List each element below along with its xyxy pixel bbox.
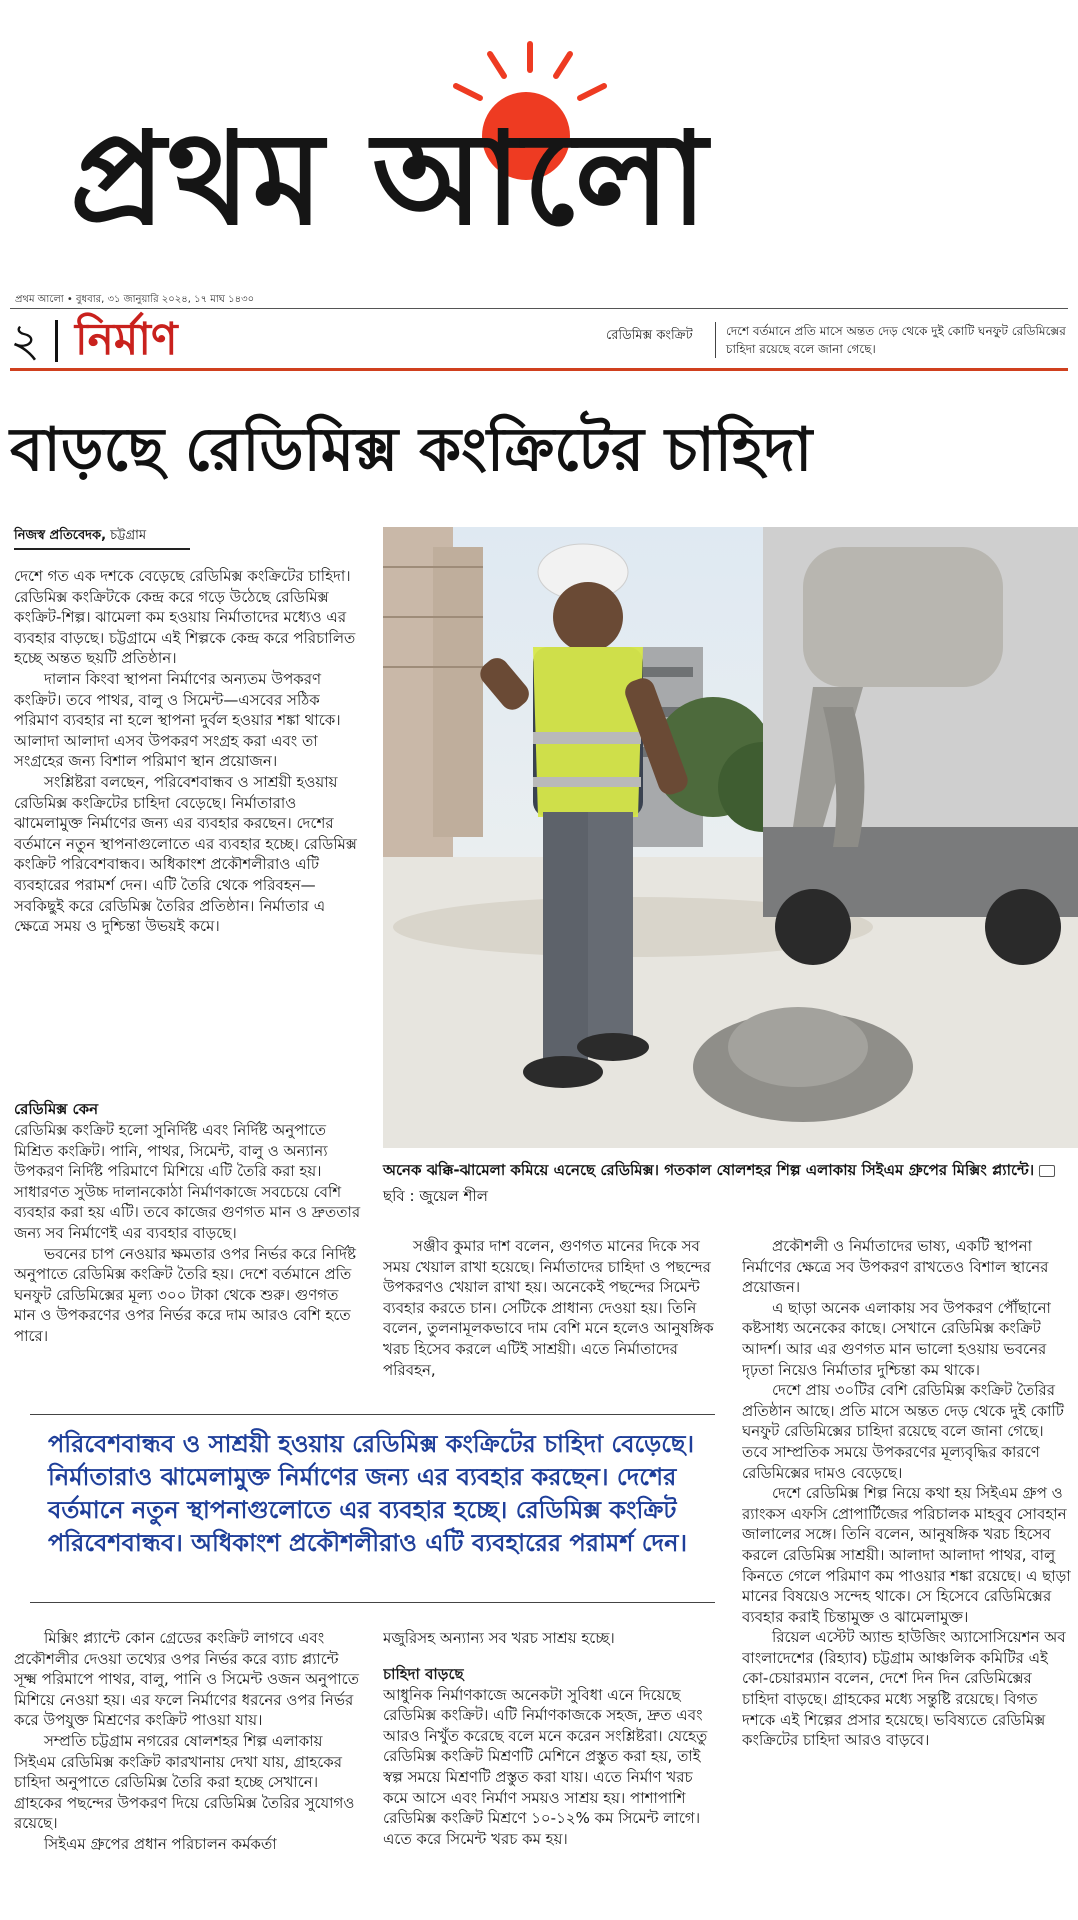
section-title: নির্মাণ [75, 314, 178, 365]
divider [10, 308, 1068, 309]
paragraph: প্রকৌশলী ও নির্মাতাদের ভাষ্য, একটি স্থাপনা নির্মাণের ক্ষেত্রে সব উপকরণ রাখতেও বিশাল স্থানের প্রয়োজন। [742, 1237, 1049, 1297]
byline-reporter: নিজস্ব প্রতিবেদক, [14, 528, 107, 543]
pull-quote: পরিবেশবান্ধব ও সাশ্রয়ী হওয়ায় রেডিমিক্স কংক্রিটের চাহিদা বেড়েছে। নির্মাতারাও ঝামেলামুক্ত নির্মাণের জন্য এর ব্যবহার করছেন। দেশের বর্তমানে নতুন স্থাপনাগুলোতে এর ব্যবহার হচ্ছে। রেডিমিক্স কংক্রিট পরিবেশবান্ধব। অধিকাংশ প্রকৌশলীরাও এটি ব্যবহারের পরামর্শ দেন। [48, 1430, 695, 1557]
paragraph: সম্প্রতি চট্টগ্রাম নগরের ষোলশহর শিল্প এলাকায় সিইএম রেডিমিক্স কংক্রিট কারখানায় দেখা যায়, গ্রাহকের চাহিদা অনুপাতে রেডিমিক্স তৈরি করা হচ্ছে সেখানে। গ্রাহকের পছন্দের উপকরণ দিয়ে রেডিমিক্স তৈরির সুযোগও রয়েছে। [14, 1731, 355, 1833]
page-number: ২ [10, 313, 40, 367]
subheading: রেডিমিক্স কেন [14, 1100, 99, 1118]
paragraph: দেশে প্রায় ৩০টির বেশি রেডিমিক্স কংক্রিট তৈরির প্রতিষ্ঠান আছে। প্রতি মাসে অন্তত দেড় থেকে দুই কোটি ঘনফুট রেডিমিক্সের চাহিদা রয়েছে বলে জানা গেছে। তবে সাম্প্রতিক সময়ে উপকরণের মূল্যবৃদ্ধির কারণে রেডিমিক্সের দামও বেড়েছে। [742, 1381, 1064, 1482]
divider [30, 1414, 715, 1415]
paragraph: মিক্সিং প্ল্যান্টে কোন গ্রেডের কংক্রিট লাগবে এবং প্রকৌশলীর দেওয়া তথ্যের ওপর নির্ভর করে ব্যাচ প্ল্যান্টে সূক্ষ্ম পরিমাপে পাথর, বালু, পানি ও সিমেন্ট ওজন অনুপাতে মিশিয়ে নেওয়া হয়। এর ফলে নির্মাণের ধরনের ওপর নির্ভর করে উপযুক্ত মিশ্রণের কংক্রিট পাওয়া যায়। [14, 1629, 359, 1730]
subheading: চাহিদা বাড়ছে [383, 1664, 464, 1683]
paragraph: সংশ্লিষ্টরা বলছেন, পরিবেশবান্ধব ও সাশ্রয়ী হওয়ায় রেডিমিক্স কংক্রিটের চাহিদা বেড়েছে। নির্মাতারাও ঝামেলামুক্ত নির্মাণের জন্য এর ব্যবহার করছেন। দেশের বর্তমানে নতুন স্থাপনাগুলোতে এর ব্যবহার হচ্ছে। রেডিমিক্স কংক্রিট পরিবেশবান্ধব। অধিকাংশ প্রকৌশলীরাও এটি ব্যবহারের পরামর্শ দেন। এটি তৈরি থেকে পরিবহন—সবকিছুই করে রেডিমিক্স তৈরির প্রতিষ্ঠান। নির্মাতার এ ক্ষেত্রে সময় ও দুশ্চিন্তা উভয়ই কমে। [14, 772, 357, 936]
paragraph: ভবনের চাপ নেওয়ার ক্ষমতার ওপর নির্ভর করে নির্দিষ্ট অনুপাতে রেডিমিক্স কংক্রিট তৈরি হয়। দেশে বর্তমানে প্রতি ঘনফুট রেডিমিক্সের মূল্য ৩০০ টাকা থেকে শুরু। গুণগত মান ও উপকরণের ওপর নির্ভর করে দাম আরও বেশি হতে পারে। [14, 1244, 356, 1345]
divider [14, 548, 190, 550]
paragraph: মজুরিসহ অন্যান্য সব খরচ সাশ্রয় হচ্ছে। [383, 1629, 615, 1647]
divider [715, 322, 716, 358]
article-column-1b [14, 1120, 364, 1400]
article-column-4 [14, 1628, 366, 1916]
headline: বাড়ছে রেডিমিক্স কংক্রিটের চাহিদা [10, 415, 813, 485]
paragraph: দেশে গত এক দশকে বেড়েছে রেডিমিক্স কংক্রিটের চাহিদা। রেডিমিক্স কংক্রিটকে কেন্দ্র করে গড়ে উঠেছে রেডিমিক্স কংক্রিট-শিল্প। ঝামেলা কম হওয়ায় নির্মাতাদের মধ্যেও এর ব্যবহার বাড়ছে। চট্টগ্রামে এই শিল্পকে কেন্দ্র করে পরিচালিত হচ্ছে অন্তত ছয়টি প্রতিষ্ঠান। [14, 567, 356, 668]
article-column-3 [742, 1236, 1072, 1916]
paragraph: রিয়েল এস্টেট অ্যান্ড হাউজিং অ্যাসোসিয়েশন অব বাংলাদেশের (রিহ্যাব) চট্টগ্রাম আঞ্চলিক কমিটির এই কো-চেয়ারম্যান বলেন, দেশে দিন দিন রেডিমিক্সের চাহিদা বাড়ছে। গ্রাহকের মধ্যে সন্তুষ্টি রয়েছে। বিগত দশকে এই শিল্পের প্রসার হয়েছে। ভবিষ্যতে রেডিমিক্স কংক্রিটের চাহিদা আরও বাড়বে। [742, 1628, 1066, 1750]
dateline: প্রথম আলো • বুধবার, ৩১ জানুয়ারি ২০২৪, ১৭ মাঘ ১৪৩০ [15, 294, 255, 305]
kicker-label: রেডিমিক্স কংক্রিট [606, 328, 693, 343]
divider [30, 1602, 715, 1603]
paragraph: আধুনিক নির্মাণকাজে অনেকটা সুবিধা এনে দিয়েছে রেডিমিক্স কংক্রিট। এটি নির্মাণকাজকে সহজ, দ্রুত এবং আরও নিখুঁত করেছে বলে মনে করেন সংশ্লিষ্টরা। যেহেতু রেডিমিক্স কংক্রিট মিশ্রণটি মেশিনে প্রস্তুত করা হয়, তাই স্বল্প সময়ে মিশ্রণটি প্রস্তুত করা যায়। এতে নির্মাণ খরচ কমে আসে এবং নির্মাণ সময়ও সাশ্রয় হয়। পাশাপাশি রেডিমিক্স কংক্রিট মিশ্রণে ১০-১২% কম সিমেন্ট লাগে। এতে করে সিমেন্ট খরচ কম হয়। [383, 1685, 708, 1848]
paragraph: দেশে রেডিমিক্স শিল্প নিয়ে কথা হয় সিইএম গ্রুপ ও র‍্যাংকস এফসি প্রোপার্টিজের পরিচালক মাহবুব সোবহান জালালের সঙ্গে। তিনি বলেন, আনুষঙ্গিক খরচ হিসেব করলে রেডিমিক্স সাশ্রয়ী। আলাদা আলাদা পাথর, বালু কিনতে গেলে পরিমাণ কম পাওয়ার শঙ্কা রয়েছে। এ ছাড়া মানের বিষয়েও সন্দেহ থাকে। সে হিসেবে রেডিমিক্সের ব্যবহার করাই চিন্তামুক্ত ও ঝামেলামুক্ত। [742, 1484, 1071, 1626]
paragraph: সিইএম গ্রুপের প্রধান পরিচালন কর্মকর্তা [44, 1834, 277, 1853]
masthead [0, 0, 1078, 275]
article-photo [383, 527, 1078, 1148]
article-column-2 [383, 1236, 718, 1400]
byline [14, 526, 146, 547]
section-rule [10, 368, 1068, 371]
paragraph: এ ছাড়া অনেক এলাকায় সব উপকরণ পৌঁছানো কষ্টসাধ্য অনেকের কাছে। সেখানে রেডিমিক্স কংক্রিট আদর্শ। আর এর গুণগত মান ভালো হওয়ায় ভবনের দৃঢ়তা নিয়েও নির্মাতার দুশ্চিন্তা কম থাকে। [742, 1298, 1051, 1379]
paragraph: রেডিমিক্স কংক্রিট হলো সুনির্দিষ্ট এবং নির্দিষ্ট অনুপাতে মিশ্রিত কংক্রিট। পানি, পাথর, সিমেন্ট, বালু ও অন্যান্য উপকরণ নির্দিষ্ট পরিমাণে মিশিয়ে এটি তৈরি করা হয়। সাধারণত সুউচ্চ দালানকোঠা নির্মাণকাজে সবচেয়ে বেশি ব্যবহার করা হয় এটি। তবে কাজের গুণগত মান ও দ্রুততার জন্য সব নির্মাণেই এর ব্যবহার বাড়ছে। [14, 1121, 361, 1242]
article-column-1 [14, 566, 364, 1094]
concrete-pour-illustration [383, 527, 1078, 1148]
paragraph: সঞ্জীব কুমার দাশ বলেন, গুণগত মানের দিকে সব সময় খেয়াল রাখা হয়েছে। নির্মাতাদের চাহিদা ও পছন্দের উপকরণও খেয়াল রাখা হয়। অনেকেই পছন্দের সিমেন্ট ব্যবহার করতে চান। সেটিকে প্রাধান্য দেওয়া হয়। তিনি বলেন, তুলনামূলকভাবে দাম বেশি মনে হলেও আনুষঙ্গিক খরচ হিসেব করলে এটিই সাশ্রয়ী। এতে নির্মাতাদের পরিবহন, [383, 1237, 714, 1379]
newspaper-logo: প্রথম আলো [70, 105, 710, 254]
byline-place: চট্টগ্রাম [106, 528, 147, 543]
caption-text: অনেক ঝক্কি-ঝামেলা কমিয়ে এনেছে রেডিমিক্স। গতকাল ষোলশহর শিল্প এলাকায় সিইএম গ্রুপের মিক্সিং প্ল্যান্টে। [383, 1161, 1035, 1179]
camera-icon [1039, 1165, 1055, 1177]
kicker-text: দেশে বর্তমানে প্রতি মাসে অন্তত দেড় থেকে দুই কোটি ঘনফুট রেডিমিক্সের চাহিদা রয়েছে বলে জানা গেছে। [726, 324, 1066, 356]
divider [55, 320, 58, 362]
article-column-5 [383, 1628, 718, 1916]
photo-credit: ছবি : জুয়েল শীল [383, 1187, 488, 1205]
paragraph: দালান কিংবা স্থাপনা নির্মাণের অন্যতম উপকরণ কংক্রিট। তবে পাথর, বালু ও সিমেন্ট—এসবের সঠিক পরিমাণ ব্যবহার না হলে স্থাপনা দুর্বল হওয়ার শঙ্কা থাকে। আলাদা আলাদা এসব উপকরণ সংগ্রহ করা এবং তা সংগ্রহের জন্য বিশাল পরিমাণ স্থান প্রয়োজন। [14, 669, 341, 771]
photo-caption [383, 1157, 1073, 1209]
